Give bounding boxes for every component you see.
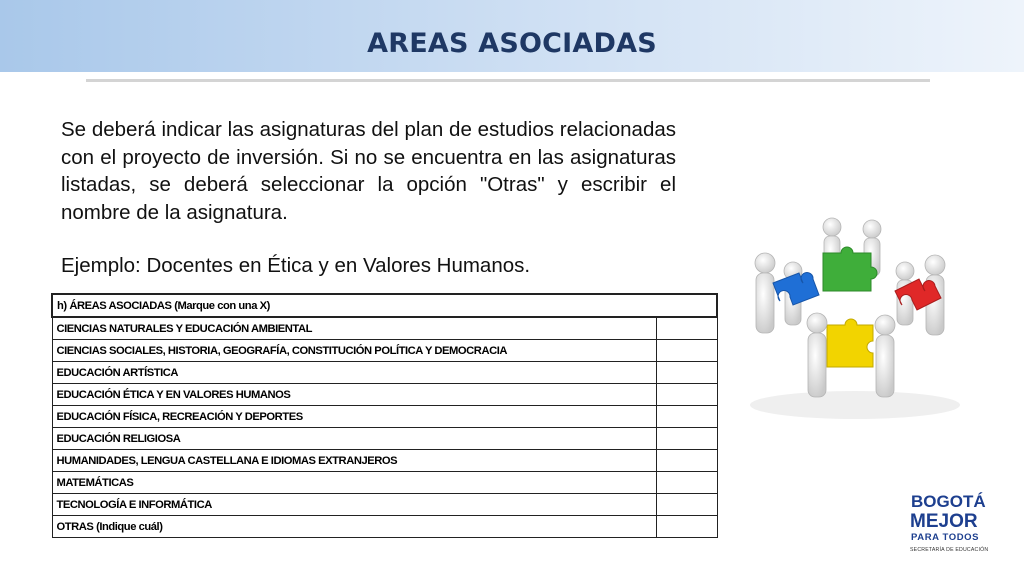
area-checkbox[interactable] — [656, 340, 717, 362]
table-row — [52, 472, 717, 494]
table-row — [52, 362, 717, 384]
area-checkbox[interactable] — [656, 384, 717, 406]
table-row — [52, 384, 717, 406]
instructions-paragraph: Se deberá indicar las asignaturas del plan de estudios relacionadas con el proyecto de inversión. Si no se encuentra en las asignaturas listadas, se deberá seleccionar la opción "Otras" y escribir el nombre de la asignatura. — [61, 118, 676, 224]
area-checkbox[interactable] — [656, 362, 717, 384]
area-label: EDUCACIÓN FÍSICA, RECREACIÓN Y DEPORTES — [52, 406, 656, 428]
table-row — [52, 450, 717, 472]
area-checkbox[interactable] — [656, 472, 717, 494]
area-label: MATEMÁTICAS — [52, 472, 656, 494]
area-checkbox[interactable] — [656, 516, 717, 538]
area-checkbox[interactable] — [656, 494, 717, 516]
logo-line-3: PARA TODOS — [911, 532, 980, 543]
puzzle-team-illustration — [735, 205, 975, 425]
area-checkbox[interactable] — [656, 406, 717, 428]
table-row — [52, 406, 717, 428]
example-line: Ejemplo: Docentes en Ética y en Valores Humanos. — [61, 254, 531, 277]
table-row — [52, 516, 717, 538]
title-divider — [86, 79, 930, 82]
logo-line-2: MEJOR — [910, 511, 978, 532]
table-row — [52, 317, 717, 340]
table-row — [52, 428, 717, 450]
area-checkbox[interactable] — [656, 428, 717, 450]
area-checkbox[interactable] — [656, 450, 717, 472]
area-label: EDUCACIÓN RELIGIOSA — [52, 428, 656, 450]
table-row — [52, 494, 717, 516]
area-label: CIENCIAS NATURALES Y EDUCACIÓN AMBIENTAL — [52, 317, 656, 340]
area-label: TECNOLOGÍA E INFORMÁTICA — [52, 494, 656, 516]
logo-line-1: BOGOTÁ — [911, 492, 986, 511]
table-row — [52, 340, 717, 362]
bogota-mejor-para-todos-logo — [905, 492, 995, 558]
area-label: HUMANIDADES, LENGUA CASTELLANA E IDIOMAS EXTRANJEROS — [52, 450, 656, 472]
areas-table — [51, 293, 718, 538]
area-label: OTRAS (Indique cuál) — [52, 516, 656, 538]
logo-line-4: SECRETARÍA DE EDUCACIÓN — [910, 547, 989, 553]
slide-title: AREAS ASOCIADAS — [367, 28, 657, 59]
table-header: h) ÁREAS ASOCIADAS (Marque con una X) — [52, 294, 717, 317]
area-label: EDUCACIÓN ÉTICA Y EN VALORES HUMANOS — [52, 384, 656, 406]
area-label: EDUCACIÓN ARTÍSTICA — [52, 362, 656, 384]
area-label: CIENCIAS SOCIALES, HISTORIA, GEOGRAFÍA, CONSTITUCIÓN POLÍTICA Y DEMOCRACIA — [52, 340, 656, 362]
area-checkbox[interactable] — [656, 317, 717, 340]
